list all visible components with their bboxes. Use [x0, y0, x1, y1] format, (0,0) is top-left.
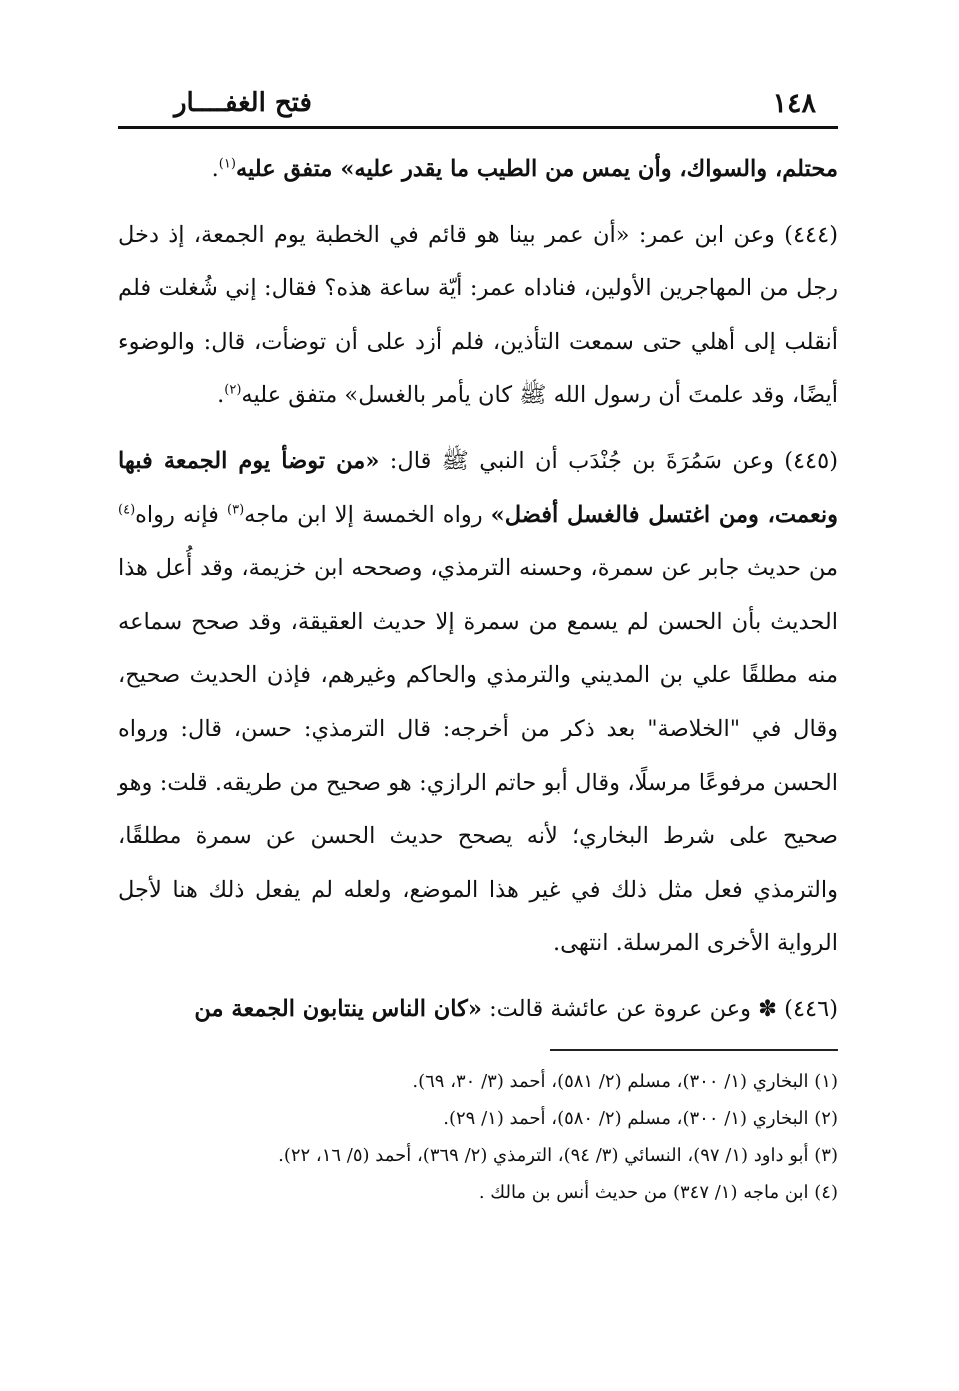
header-rule: [118, 126, 838, 129]
paragraph-text: رواه الخمسة إلا ابن ماجه: [244, 501, 483, 528]
hadith-number: (٤٤٥): [784, 447, 839, 474]
hadith-number: (٤٤٤): [784, 221, 838, 248]
footnote-2: (٢) البخاري (١/ ٣٠٠)، مسلم (٢/ ٥٨٠)، أحمد (١/ ٢٩).: [443, 1107, 838, 1129]
hadith-444: [118, 209, 838, 423]
hadith-quote: «كان الناس ينتابون الجمعة من: [194, 995, 482, 1022]
paragraph-text: وعن سَمُرَةَ بن جُنْدَب أن النبي ﷺ قال:: [389, 447, 774, 474]
footnote-ref: (١): [218, 156, 236, 172]
hadith-445: [118, 435, 838, 971]
footnote-ref: (٤): [118, 502, 136, 518]
hadith-number: (٤٤٦): [784, 995, 838, 1022]
running-header: [118, 86, 838, 126]
paragraph-text: فإنه رواه: [135, 501, 219, 528]
star-marker: ✽: [758, 995, 778, 1022]
paragraph-text: محتلم، والسواك، وأن يمس من الطيب ما يقدر عليه» متفق عليه: [235, 156, 838, 182]
hadith-446: [118, 983, 838, 1037]
paragraph-text: من حديث جابر عن سمرة، وحسنه الترمذي، وصححه ابن خزيمة، وقد أُعل هذا الحديث بأن الحسن لم يسمع من سمرة إلا حديث العقيقة، وقد صحح سماعه منه مطلقًا علي بن المديني والترمذي والحاكم وغيرهم، فإذن الحديث صحيح، وقال في "الخلاصة" بعد ذكر من أخرجه: قال الترمذي: حسن، قال: ورواه الحسن مرفوعًا مرسلًا، وقال أبو حاتم الرازي: هو صحيح من طريقه. قلت: وهو صحيح على شرط البخاري؛ لأنه يصحح حديث الحسن عن سمرة مطلقًا، والترمذي فعل مثل ذلك في غير هذا الموضع، ولعله لم يفعل ذلك هنا لأجل الرواية الأخرى المرسلة. انتهى.: [118, 555, 838, 957]
footnotes: [118, 1063, 838, 1211]
footnote-4: (٤) ابن ماجه (١/ ٣٤٧) من حديث أنس بن مالك .: [478, 1181, 838, 1203]
footnote-3: (٣) أبو داود (١/ ٩٧)، النسائي (٣/ ٩٤)، الترمذي (٢/ ٣٦٩)، أحمد (٥/ ١٦، ٢٢).: [278, 1144, 838, 1166]
paragraph-continuation: [118, 143, 838, 197]
footnote-1: (١) البخاري (١/ ٣٠٠)، مسلم (٢/ ٥٨١)، أحمد (٣/ ٣٠، ٦٩).: [412, 1070, 838, 1092]
paragraph-end: .: [211, 156, 219, 182]
footnote-ref: (٢): [224, 382, 242, 398]
page: [118, 86, 838, 1211]
paragraph-text: وعن ابن عمر: «أن عمر بينا هو قائم في الخطبة يوم الجمعة، إذ دخل رجل من المهاجرين الأولين، فناداه عمر: أيّة ساعة هذه؟ فقال: إني شُغلت فلم أنقلب إلى أهلي حتى سمعت التأذين، فلم أزد على أن توضأت، قال: والوضوء أيضًا، وقد علمتَ أن رسول الله ﷺ كان يأمر بالغسل» متفق عليه: [118, 221, 838, 409]
paragraph-text: وعن عروة عن عائشة قالت:: [489, 995, 751, 1022]
main-text: [118, 143, 838, 1037]
hadith-quote: «من توضأ يوم الجمعة فبها ونعمت، ومن اغتسل فالغسل أفضل»: [118, 447, 839, 528]
footnote-rule: [550, 1049, 838, 1051]
book-title: فتح الغفــــار: [174, 88, 312, 118]
footnote-ref: (٣): [227, 502, 245, 518]
paragraph-end: .: [217, 382, 225, 409]
page-number: ١٤٨: [772, 88, 816, 119]
